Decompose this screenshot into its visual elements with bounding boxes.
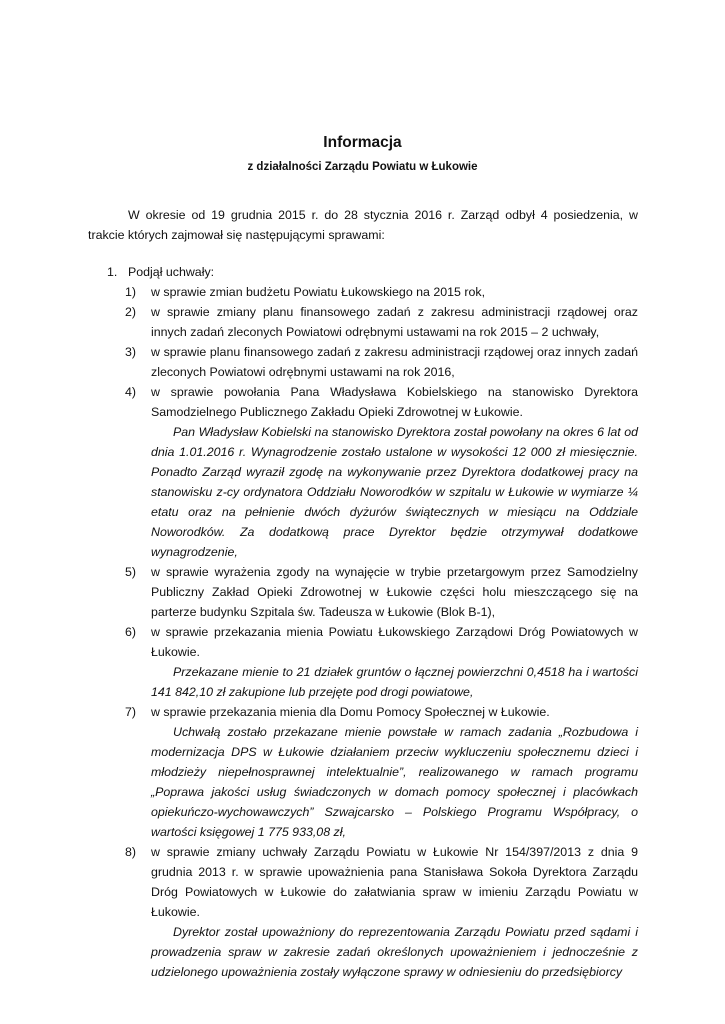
- list-item: [88, 342, 638, 382]
- list-item-text: w sprawie wyrażenia zgody na wynajęcie w trybie przetargowym przez Samodzielny Publiczny Zakład Opieki Zdrowotnej w Łukowie części holu mieszczącego się na parterze budynku Szpitala św. Tadeusza w Łukowie (Blok B-1),: [151, 565, 638, 619]
- list-item: [88, 622, 638, 702]
- list-item-body: [88, 382, 638, 422]
- list-item: [88, 282, 638, 302]
- list-item-number: 6): [125, 625, 137, 639]
- section-heading: [88, 262, 638, 282]
- list-item-text: w sprawie planu finansowego zadań z zakresu administracji rządowej oraz innych zadań zleconych Powiatowi odrębnymi ustawami na rok 2016,: [151, 345, 638, 379]
- list-item-body: [88, 622, 638, 662]
- list-item-body: [88, 282, 638, 302]
- page-title: Informacja: [323, 134, 402, 151]
- list-item: [88, 302, 638, 342]
- list-item-body: [88, 562, 638, 622]
- intro-paragraph: W okresie od 19 grudnia 2015 r. do 28 stycznia 2016 r. Zarząd odbył 4 posiedzenia, w trakcie których zajmował się następującymi sprawami:: [88, 208, 638, 242]
- list-item-note: Uchwałą zostało przekazane mienie powstałe w ramach zadania „Rozbudowa i modernizacja DPS w Łukowie działaniem przeciw wykluczeniu społecznemu dzieci i młodzieży niepełnosprawnej intelektualnie”, realizowanego w ramach programu „Poprawa jakości usług świadczonych w domach pomocy społecznej i placówkach opiekuńczo-wychowawczych” Szwajcarsko – Polskiego Programu Współpracy, o wartości księgowej 1 775 933,08 zł,: [151, 725, 638, 839]
- list-item: [88, 382, 638, 562]
- list-item-body: [88, 702, 638, 722]
- document-body: [88, 205, 638, 982]
- list-item-text: w sprawie powołania Pana Władysława Kobielskiego na stanowisko Dyrektora Samodzielnego Publicznego Zakładu Opieki Zdrowotnej w Łukowie.: [151, 385, 638, 419]
- list-item-text: w sprawie zmian budżetu Powiatu Łukowskiego na 2015 rok,: [151, 285, 486, 299]
- page-subtitle: z działalności Zarządu Powiatu w Łukowie: [247, 161, 478, 173]
- list-item-note: Przekazane mienie to 21 działek gruntów o łącznej powierzchni 0,4518 ha i wartości 141 842,10 zł zakupione lub przejęte pod drogi powiatowe,: [151, 665, 638, 699]
- list-item-note: Pan Władysław Kobielski na stanowisko Dyrektora został powołany na okres 6 lat od dnia 1.01.2016 r. Wynagrodzenie zostało ustalone w wysokości 12 000 zł miesięcznie. Ponadto Zarząd wyraził zgodę na wykonywanie przez Dyrektora dodatkowej pracy na stanowisku z-cy ordynatora Oddziału Noworodków w szpitalu w Łukowie w wymiarze ¼ etatu oraz na pełnienie dwóch dyżurów świątecznych w miesiącu na Oddziale Noworodków. Za dodatkową prace Dyrektor będzie otrzymywał dodatkowe wynagrodzenie,: [151, 425, 638, 559]
- list-item-body: [88, 302, 638, 342]
- list-item: [88, 702, 638, 842]
- list-item-text: w sprawie zmiany planu finansowego zadań z zakresu administracji rządowej oraz innych zadań zleconych Powiatowi odrębnymi ustawami na rok 2015 – 2 uchwały,: [151, 305, 638, 339]
- list-item-number: 5): [125, 565, 137, 579]
- list-item-text: w sprawie przekazania mienia dla Domu Pomocy Społecznej w Łukowie.: [151, 705, 550, 719]
- list-item-body: [88, 842, 638, 922]
- list-item-number: 3): [125, 345, 137, 359]
- list-item-text: w sprawie przekazania mienia Powiatu Łukowskiego Zarządowi Dróg Powiatowych w Łukowie.: [151, 625, 638, 659]
- list-item-note: Dyrektor został upoważniony do reprezentowania Zarządu Powiatu przed sądami i prowadzenia spraw w zakresie zadań określonych upoważnieniem i jednocześnie z udzielonego upoważnienia zostały wyłączone sprawy w odniesieniu do przedsiębiorcy: [151, 925, 638, 979]
- list-item-number: 4): [125, 385, 137, 399]
- list-item-body: [88, 342, 638, 382]
- list-item-text: w sprawie zmiany uchwały Zarządu Powiatu w Łukowie Nr 154/397/2013 z dnia 9 grudnia 2013 r. w sprawie upoważnienia pana Stanisława Sokoła Dyrektora Zarządu Dróg Powiatowych w Łukowie do załatwiania spraw w imieniu Zarządu Powiatu w Łukowie.: [151, 845, 638, 919]
- section-number: 1.: [107, 265, 118, 279]
- list-item-number: 2): [125, 305, 137, 319]
- list-item-number: 8): [125, 845, 137, 859]
- list-item: [88, 562, 638, 622]
- section-label: Podjął uchwały:: [128, 265, 215, 279]
- list-item: [88, 842, 638, 982]
- list-item-number: 7): [125, 705, 137, 719]
- resolution-list: [88, 282, 638, 982]
- list-item-number: 1): [125, 285, 137, 299]
